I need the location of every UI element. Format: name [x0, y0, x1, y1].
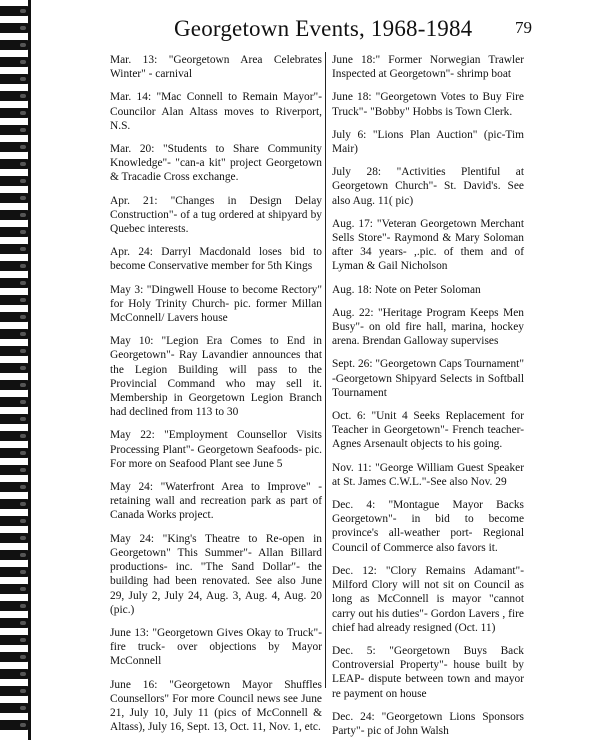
page-title: Georgetown Events, 1968-1984 — [174, 16, 473, 41]
event-entry: Dec. 12: "Clory Remains Adamant"- Milford Clory will not sit on Council as long as McConnell is mayor "cannot carry out his duties"- Gordon Lavers , fire chief had already resigned (Oct. 11) — [332, 564, 524, 634]
binding-ring — [0, 652, 30, 662]
binding-ring — [0, 567, 30, 577]
event-entry: May 24: "King's Theatre to Re-open in Georgetown" This Summer"- Allan Billard productions- inc. "The Sand Dollar"- the building had been renovated. See also June 29, July 2, July 24, Aug. 3, Aug. 4, Aug. 20 (pic.) — [110, 532, 322, 616]
event-entry: Apr. 24: Darryl Macdonald loses bid to become Conservative member for 5th Kings — [110, 246, 322, 273]
event-entry: Apr. 21: "Changes in Design Delay Construction"- of a tug ordered at shipyard by Quebec interests. — [110, 194, 322, 236]
binding-ring — [0, 397, 30, 407]
binding-ring — [0, 431, 30, 441]
event-entry: Oct. 6: "Unit 4 Seeks Replacement for Teacher in Georgetown"- French teacher- Agnes Arsenault objects to his going. — [332, 410, 524, 451]
binding-ring — [0, 635, 30, 645]
binding-ring — [0, 261, 30, 271]
page-number: 79 — [515, 18, 532, 37]
column-divider — [325, 52, 326, 688]
binding-ring — [0, 465, 30, 475]
binding-ring — [0, 227, 30, 237]
event-entry: June 18:" Former Norwegian Trawler Inspected at Georgetown"- shrimp boat — [332, 54, 524, 81]
binding-ring — [0, 363, 30, 373]
binding-ring — [0, 295, 30, 305]
binding-ring — [0, 91, 30, 101]
event-entry: Mar. 14: "Mac Connell to Remain Mayor"- Councilor Alan Altass moves to Riverport, N.S. — [110, 91, 322, 132]
event-entry: Dec. 4: "Montague Mayor Backs Georgetown"- in bid to become province's all-weather port- Regional Council of Commerce also favors it. — [332, 499, 524, 554]
binding-ring — [0, 584, 30, 594]
binding-ring — [0, 550, 30, 560]
event-entry: July 28: "Activities Plentiful at Georgetown Church"- St. David's. See also Aug. 11( pic) — [332, 166, 524, 207]
binding-ring — [0, 108, 30, 118]
right-column — [332, 53, 524, 747]
binding-ring — [0, 74, 30, 84]
binding-ring — [0, 533, 30, 543]
binding-ring — [0, 516, 30, 526]
binding-ring — [0, 142, 30, 152]
event-entry: July 6: "Lions Plan Auction" (pic-Tim Mair) — [332, 128, 524, 156]
event-entry: Mar. 13: "Georgetown Area Celebrates Winter" - carnival — [110, 54, 322, 81]
event-entry: May 22: "Employment Counsellor Visits Processing Plant"- Georgetown Seafoods- pic. For more on Seafood Plant see June 5 — [110, 429, 322, 470]
binding-ring — [0, 244, 30, 254]
event-entry: June 18: "Georgetown Votes to Buy Fire Truck"- "Bobby" Hobbs is Town Clerk. — [332, 91, 524, 118]
binding-ring — [0, 448, 30, 458]
binding-ring — [0, 57, 30, 67]
binding-ring — [0, 703, 30, 713]
binding-ring — [0, 618, 30, 628]
binding-ring — [0, 159, 30, 169]
binding-ring — [0, 312, 30, 322]
binding-ring — [0, 23, 30, 33]
binding-ring — [0, 601, 30, 611]
event-entry: May 10: "Legion Era Comes to End in Georgetown"- Ray Lavandier announces that the Legion Building will pass to the Provincial Command who may sell it. Membership in Georgetown Legion Branch had declined from 113 to 30 — [110, 335, 322, 419]
event-entry: Aug. 22: "Heritage Program Keeps Men Busy"- on old fire hall, marina, hockey arena. Brendan Galloway supervises — [332, 306, 524, 348]
binding-ring — [0, 686, 30, 696]
event-entry: May 24: "Waterfront Area to Improve" - retaining wall and recreation park as part of Canada Works project. — [110, 481, 322, 522]
left-column — [110, 53, 322, 743]
event-entry: Aug. 18: Note on Peter Soloman — [332, 283, 481, 296]
spiral-binding — [0, 0, 34, 740]
binding-ring — [0, 125, 30, 135]
binding-ring — [0, 346, 30, 356]
binding-ring — [0, 380, 30, 390]
binding-ring — [0, 278, 30, 288]
binding-ring — [0, 6, 30, 16]
binding-ring — [0, 414, 30, 424]
event-entry: May 3: "Dingwell House to become Rectory" for Holy Trinity Church- pic. former Millan McConnell/ Lavers house — [110, 283, 322, 325]
binding-ring — [0, 669, 30, 679]
binding-ring — [0, 40, 30, 50]
event-entry: Aug. 17: "Veteran Georgetown Merchant Sells Store"- Raymond & Mary Soloman after 34 years- ,.pic. of them and of Lyman & Gail Nicholson — [332, 217, 524, 273]
event-entry: Nov. 11: "George William Guest Speaker at St. James C.W.L."-See also Nov. 29 — [332, 461, 524, 488]
binding-ring — [0, 193, 30, 203]
page-header — [34, 14, 600, 50]
event-entry: Dec. 5: "Georgetown Buys Back Controversial Property"- house built by LEAP- dispute between town and mayor re payment on house — [332, 644, 524, 700]
event-entry: Sept. 26: "Georgetown Caps Tournament" -Georgetown Shipyard Selects in Softball Tournament — [332, 358, 524, 399]
event-entry: June 16: "Georgetown Mayor Shuffles Counsellors" For more Council news see June 21, July 10, July 11 (pics of McConnell & Altass), July 16, Sept. 13, Oct. 11, Nov. 1, etc. — [110, 678, 322, 734]
binding-ring — [0, 210, 30, 220]
binding-ring — [0, 482, 30, 492]
event-entry: Mar. 20: "Students to Share Community Knowledge"- "can-a kit" project Georgetown & Tracadie Cross exchange. — [110, 143, 322, 184]
event-entry: Dec. 24: "Georgetown Lions Sponsors Party"- pic of John Walsh — [332, 710, 524, 737]
event-entry: June 13: "Georgetown Gives Okay to Truck"- fire truck- over objections by Mayor McConnell — [110, 626, 322, 668]
binding-ring — [0, 720, 30, 730]
binding-ring — [0, 329, 30, 339]
binding-ring — [0, 176, 30, 186]
binding-ring — [0, 499, 30, 509]
